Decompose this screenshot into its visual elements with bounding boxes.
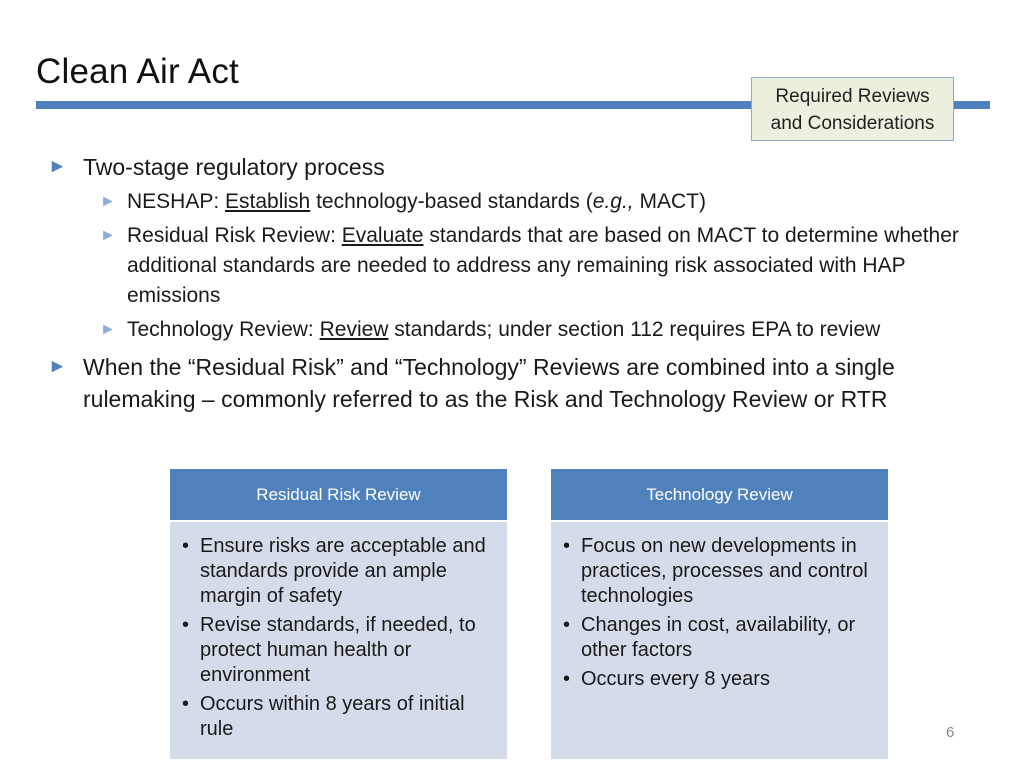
arrow-bullet-icon: ► xyxy=(48,156,67,177)
bullet-level1 xyxy=(48,351,998,415)
list-item xyxy=(563,667,878,692)
card-header: Residual Risk Review xyxy=(170,469,507,522)
card-list xyxy=(170,522,507,742)
list-item-text: Focus on new developments in practices, processes and control technologies xyxy=(581,535,868,607)
list-item-text: Ensure risks are acceptable and standards provide an ample margin of safety xyxy=(200,535,486,607)
residual-risk-card xyxy=(170,469,507,759)
section-tag xyxy=(751,77,954,141)
list-item xyxy=(182,692,497,742)
list-item-text: Occurs within 8 years of initial rule xyxy=(200,693,465,740)
underlined-term: Establish xyxy=(225,190,311,213)
list-item-text: Occurs every 8 years xyxy=(581,668,770,690)
bullet-text: Two-stage regulatory process xyxy=(83,154,385,180)
technology-review-card xyxy=(551,469,888,759)
list-item-text: Changes in cost, availability, or other factors xyxy=(581,614,856,661)
card-list xyxy=(551,522,888,692)
list-item-text: Revise standards, if needed, to protect human health or environment xyxy=(200,614,476,686)
bullet-text-suffix: standards that are based on MACT to determine whether additional standards are needed to address any remaining risk associated with HAP emissions xyxy=(127,224,959,307)
list-item xyxy=(563,534,878,609)
arrow-bullet-icon: ► xyxy=(100,321,116,338)
italic-term: e.g., xyxy=(592,190,634,213)
bullet-dot-icon: • xyxy=(182,614,190,636)
section-tag-line2: and Considerations xyxy=(770,113,935,134)
arrow-bullet-icon: ► xyxy=(100,227,116,244)
bullet-text-prefix: Technology Review: xyxy=(127,318,320,341)
bullet-level2 xyxy=(48,221,998,311)
list-item xyxy=(182,613,497,688)
bullet-dot-icon: • xyxy=(182,693,190,715)
bullet-level1 xyxy=(48,151,998,183)
bullet-text: When the “Residual Risk” and “Technology” Reviews are combined into a single rulemaking – commonly referred to as the Risk and Technology Review or RTR xyxy=(83,354,895,412)
bullet-level2 xyxy=(48,315,998,345)
section-tag-line1: Required Reviews xyxy=(775,86,930,107)
bullet-dot-icon: • xyxy=(563,535,571,557)
bullet-text-prefix: NESHAP: xyxy=(127,190,226,213)
underlined-term: Review xyxy=(319,318,389,341)
slide-title: Clean Air Act xyxy=(36,52,239,91)
card-header: Technology Review xyxy=(551,469,888,522)
arrow-bullet-icon: ► xyxy=(100,193,116,210)
bullet-dot-icon: • xyxy=(182,535,190,557)
bullet-level2 xyxy=(48,187,998,217)
bullet-text-mid: technology-based standards ( xyxy=(310,190,593,213)
arrow-bullet-icon: ► xyxy=(48,356,67,377)
page-number: 6 xyxy=(946,724,955,741)
bullet-text-suffix: standards; under section 112 requires EPA to review xyxy=(388,318,881,341)
list-item xyxy=(182,534,497,609)
bullet-text-prefix: Residual Risk Review: xyxy=(127,224,342,247)
underlined-term: Evaluate xyxy=(341,224,424,247)
bullet-list xyxy=(48,151,998,415)
list-item xyxy=(563,613,878,663)
bullet-dot-icon: • xyxy=(563,668,571,690)
bullet-dot-icon: • xyxy=(563,614,571,636)
bullet-text-suffix: MACT) xyxy=(633,190,706,213)
